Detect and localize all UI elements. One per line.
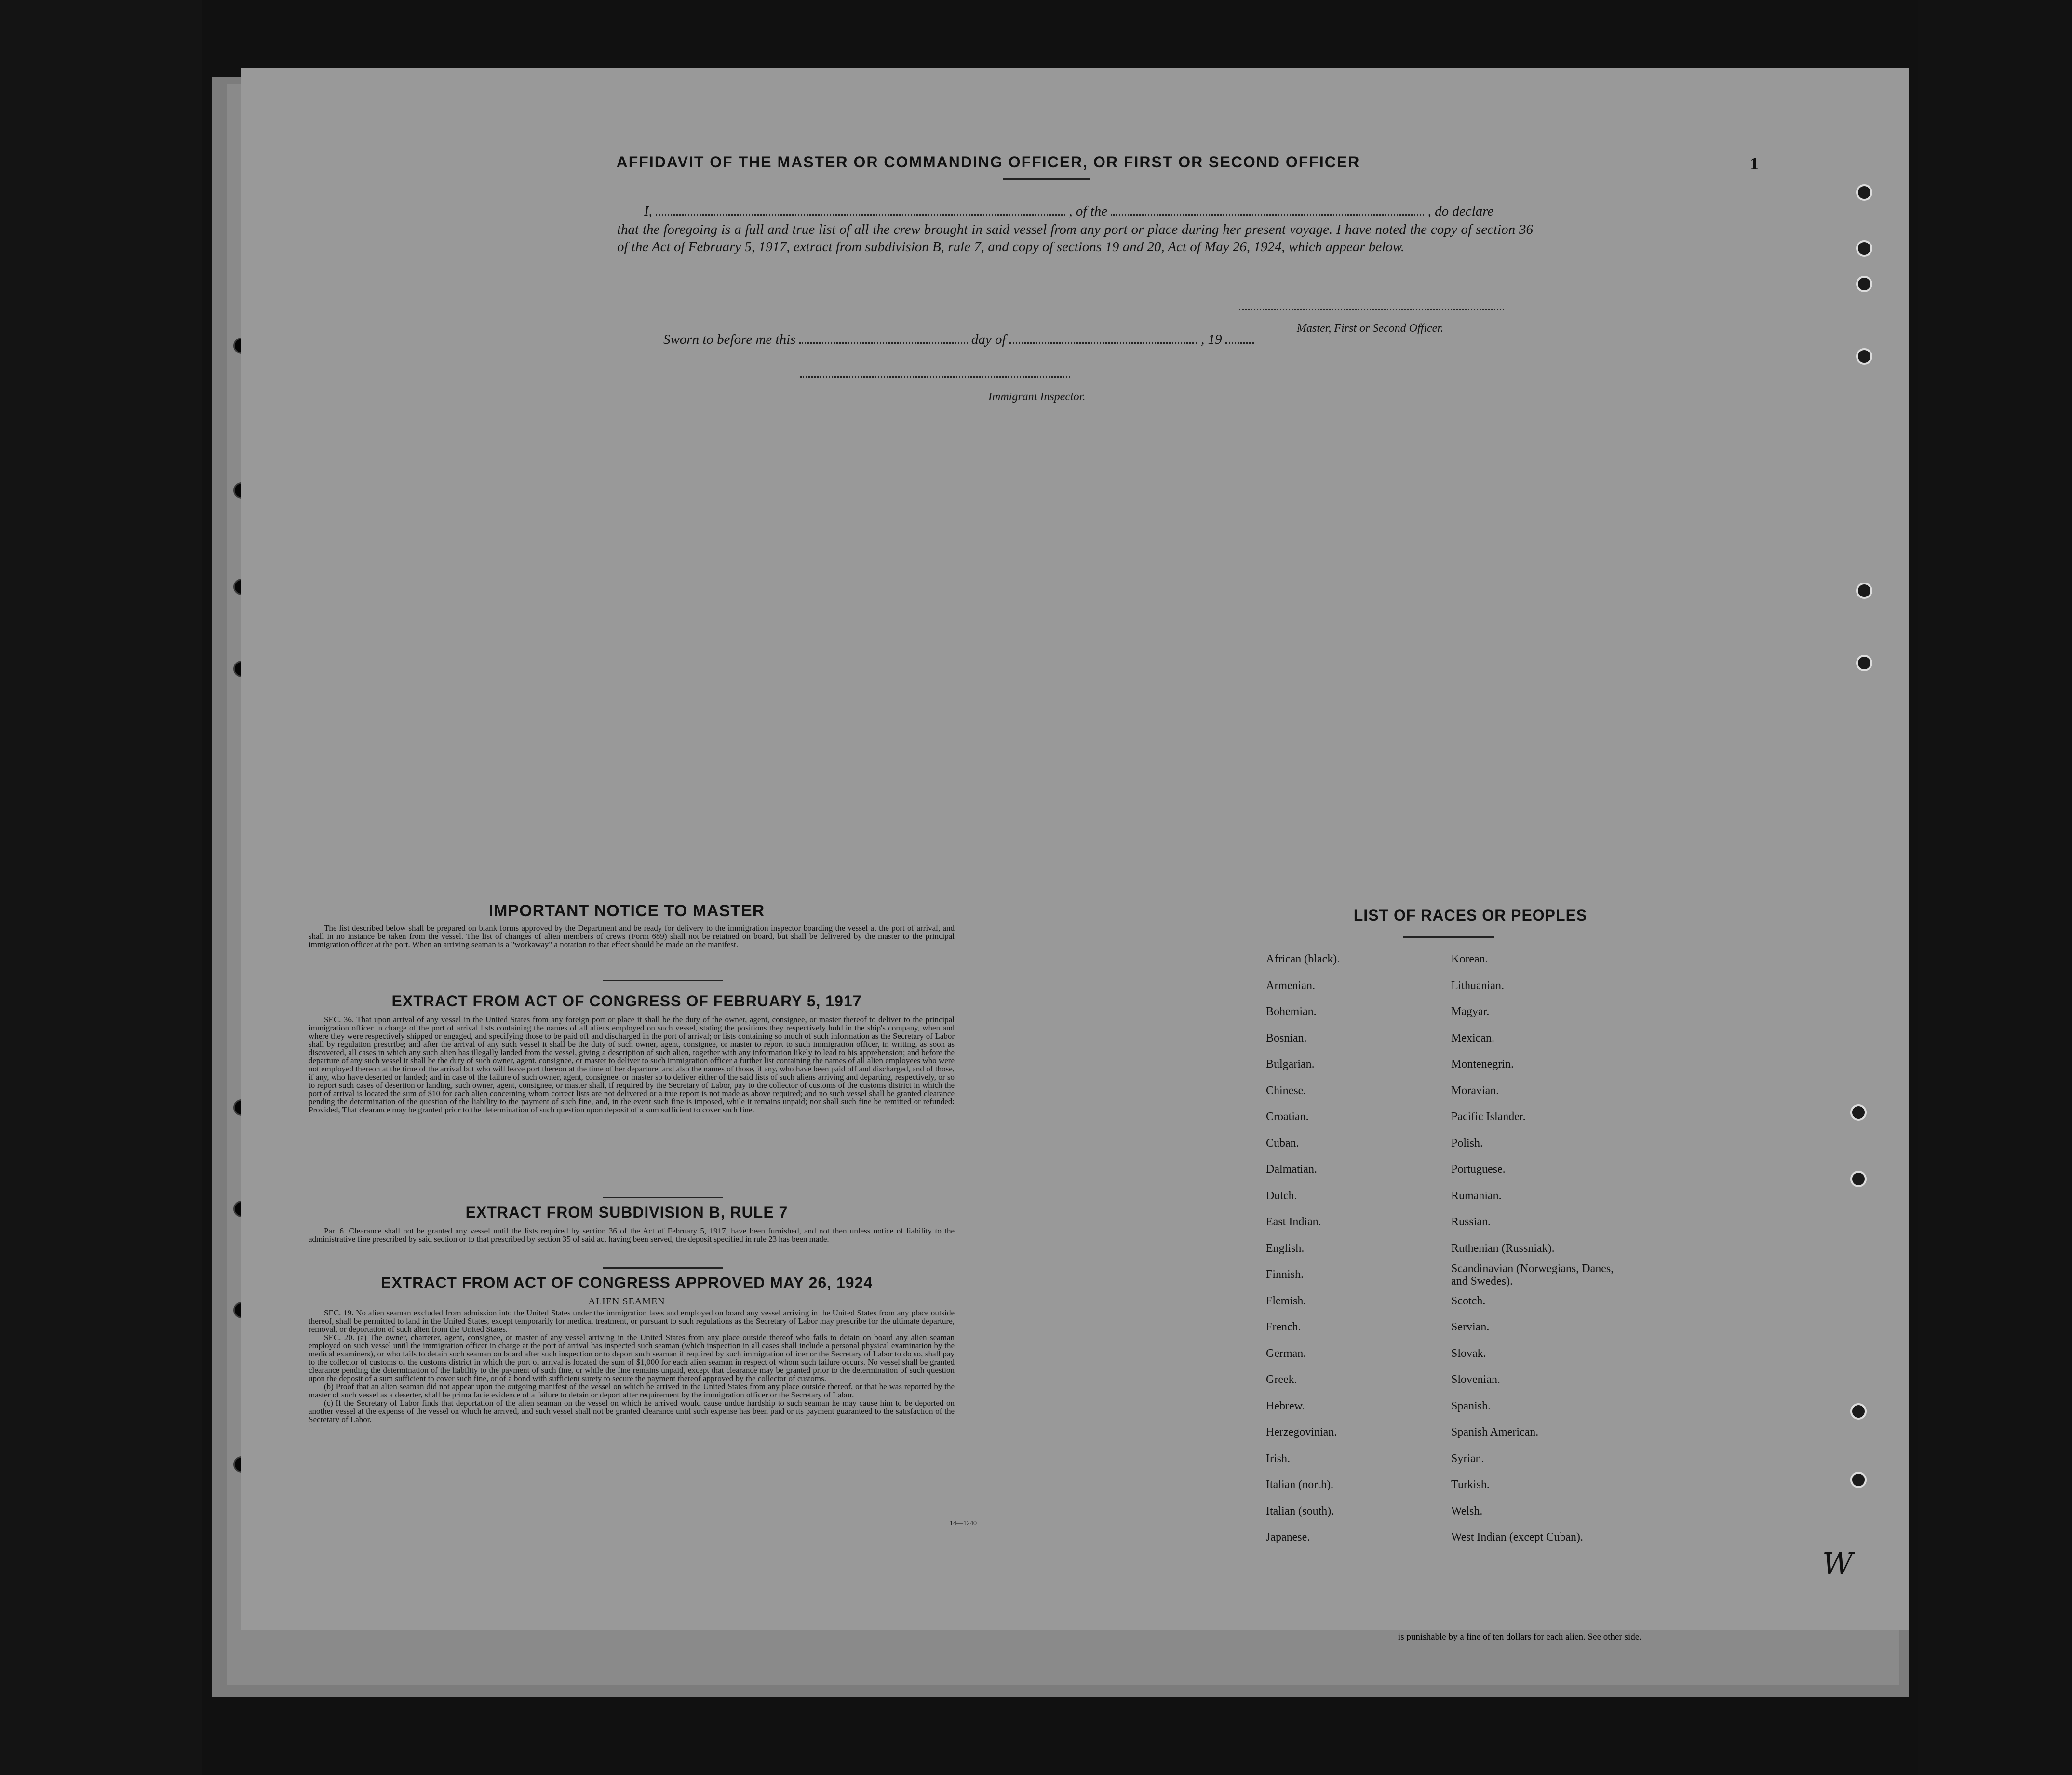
race-item: Flemish.: [1266, 1294, 1306, 1307]
race-item: Italian (south).: [1266, 1504, 1334, 1518]
margin-mark: 1: [1750, 154, 1759, 173]
extract-1917-text: [309, 1016, 955, 1114]
notice-text: [309, 924, 955, 948]
form-number: 14—1240: [950, 1520, 977, 1527]
sworn-month-blank: [1009, 342, 1197, 344]
punch-hole: [1850, 1104, 1867, 1121]
extract-1917-title: EXTRACT FROM ACT OF CONGRESS OF FEBRUARY 5, 1917: [391, 992, 862, 1010]
signature-label: Master, First or Second Officer.: [1297, 322, 1443, 335]
race-item: Bosnian.: [1266, 1031, 1307, 1044]
sec19-paragraph: SEC. 19. No alien seaman excluded from admission into the United States under the immigration laws and employed on board any vessel arriving in the United States from any place outside thereof, shall be permitted to land in the United States, except temporarily for medical treatment, or pursuant to such regulations as the Secretary of Labor may prescribe for the ultimate departure, removal, or deportation of such alien from the United States.: [309, 1308, 955, 1334]
extract-rule7-paragraph: Par. 6. Clearance shall not be granted any vessel until the lists required by section 36 of the Act of February 5, 1917, have been furnished, and not then unless notice of liability to the administrative fine prescribed by said section or to that prescribed by section 35 of said act having been served, the deposit specified in rule 23 has been made.: [309, 1226, 955, 1244]
inspector-label: Immigrant Inspector.: [988, 391, 1086, 403]
race-item: Spanish.: [1451, 1399, 1491, 1412]
race-item: West Indian (except Cuban).: [1451, 1531, 1583, 1544]
bottom-fine-text: is punishable by a fine of ten dollars for each alien. See other side.: [1398, 1632, 1641, 1642]
extract-1917-paragraph: SEC. 36. That upon arrival of any vessel in the United States from any foreign port or place it shall be the duty of the owner, agent, consignee, or master thereof to deliver to the principal immigration officer in charge of the port of arrival lists containing the names of all aliens employed on such vessel, stating the positions they respectively hold in the ship's company, when and where they were respectively shipped or engaged, and specifying those to be paid off and discharged in the port of arrival; or lists containing so much of such information as the Secretary of Labor shall by regulation prescribe; and after the arrival of any such vessel it shall be the duty of such owner, agent, consignee, or master to report to such immigration officer, in writing, as soon as discovered, all cases in which any such alien has illegally landed from the vessel, giving a description of such alien, together with any information likely to lead to his apprehension; and before the departure of any such vessel it shall be the duty of such owner, agent, consignee, or master to deliver to such immigration officer a further list containing the names of all alien employees who were not employed thereon at the time of the arrival but who will leave port thereon at the time of her departure, and also the names of those, if any, who have been paid off and discharged, and of those, if any, who have deserted or landed; and in case of the failure of such owner, agent, consignee, or master so to deliver either of the said lists of such aliens arriving and departing, respectively, or so to report such cases of desertion or landing, such owner, agent, consignee, or master shall, if required by the Secretary of Labor, pay to the collector of customs of the customs district in which the port of arrival is located the sum of $10 for each alien concerning whom correct lists are not delivered or a true report is not made as above required; and no such vessel shall be granted clearance pending the determination of the question of the liability to the payment of such fine, and, in the event such fine is imposed, while it remains unpaid; nor shall such fine be remitted or refunded: Provided, That clearance may be granted prior to the determination of such question upon deposit of a sum sufficient to cover such fine.: [309, 1015, 955, 1114]
race-item: Irish.: [1266, 1452, 1290, 1465]
extract-rule7-text: [309, 1227, 955, 1243]
race-item: Armenian.: [1266, 979, 1315, 992]
race-item: Dutch.: [1266, 1189, 1297, 1202]
document-page: [241, 68, 1909, 1630]
race-item: Scandinavian (Norwegians, Danes, and Swedes).: [1451, 1262, 1614, 1287]
punch-hole: [1856, 184, 1872, 201]
race-item: Finnish.: [1266, 1268, 1304, 1281]
affidavit-i-label: I,: [644, 203, 652, 219]
race-item: Cuban.: [1266, 1137, 1299, 1150]
punch-hole: [1856, 276, 1872, 292]
race-item: Rumanian.: [1451, 1189, 1502, 1202]
race-item: Russian.: [1451, 1216, 1491, 1228]
affidavit-title: AFFIDAVIT OF THE MASTER OR COMMANDING OFFICER, OR FIRST OR SECOND OFFICER: [616, 153, 1360, 171]
race-item: Syrian.: [1451, 1452, 1484, 1465]
race-item: Montenegrin.: [1451, 1058, 1514, 1070]
race-item: German.: [1266, 1347, 1306, 1360]
race-item: Hebrew.: [1266, 1399, 1305, 1412]
affidavit-body: that the foregoing is a full and true list of all the crew brought in said vessel from any port or place during her present voyage. I have noted the copy of section 36 of the Act of February 5, 1917, extract from subdivision B, rule 7, and copy of sections 19 and 20, Act of May 26, 1924, which appear below.: [617, 222, 1533, 255]
sworn-label: Sworn to before me this: [663, 332, 796, 347]
races-title: LIST OF RACES OR PEOPLES: [1353, 907, 1588, 924]
sec20b-paragraph: (b) Proof that an alien seaman did not appear upon the outgoing manifest of the vessel on which he arrived in the United States from any place outside thereof, or that he was reported by the master of such vessel as a deserter, shall be prima facie evidence of a failure to detain or deport after requirement by the immigration officer or the Secretary of Labor.: [309, 1382, 955, 1399]
sworn-year-blank: [1225, 342, 1254, 344]
affidavit-declare-label: , do declare: [1427, 203, 1494, 219]
race-item: Turkish.: [1451, 1478, 1490, 1491]
race-item: Servian.: [1451, 1321, 1490, 1333]
alien-seamen-subtitle: ALIEN SEAMEN: [588, 1296, 665, 1307]
section-rule: [603, 1267, 723, 1269]
race-item: Mexican.: [1451, 1031, 1494, 1044]
race-item: Dalmatian.: [1266, 1163, 1317, 1176]
punch-hole: [1850, 1403, 1867, 1420]
punch-hole: [1856, 583, 1872, 599]
race-item: African (black).: [1266, 953, 1340, 965]
handwritten-mark: W: [1822, 1546, 1853, 1581]
sworn-line: [663, 332, 1254, 348]
race-item: Bohemian.: [1266, 1005, 1317, 1018]
section-rule: [603, 980, 723, 981]
race-item: Bulgarian.: [1266, 1058, 1315, 1070]
scan-border-left: [0, 0, 202, 1775]
race-item: Ruthenian (Russniak).: [1451, 1242, 1555, 1255]
race-item: Portuguese.: [1451, 1163, 1506, 1176]
race-item: Croatian.: [1266, 1111, 1309, 1123]
signature-line: [1239, 309, 1504, 310]
race-item: Slovak.: [1451, 1347, 1486, 1360]
race-item: Lithuanian.: [1451, 979, 1504, 992]
punch-hole: [1856, 655, 1872, 671]
race-item: Polish.: [1451, 1137, 1483, 1150]
punch-hole: [1850, 1472, 1867, 1488]
sec20a-paragraph: SEC. 20. (a) The owner, charterer, agent, consignee, or master of any vessel arriving in the United States from any place outside thereof who fails to detain on board any alien seaman employed on such vessel until the immigration officer in charge at the port of arrival has inspected such seaman (which inspection in all cases shall include a personal physical examination by the medical examiners), or who fails to detain such seaman on board after such inspection or to deport such seaman if required by such immigration officer or the Secretary of Labor to do so, shall pay to the collector of customs of the customs district in which the port of arrival is located the sum of $1,000 for each alien seaman in respect of whom such failure occurs. No vessel shall be granted clearance pending the determination of the liability to the payment of such fine, or while the fine remains unpaid, except that clearance may be granted prior to the determination of such question upon the deposit of a sum sufficient to cover such fine, or of a bond with sufficient surety to secure the payment thereof approved by the collector of customs.: [309, 1333, 955, 1383]
affidavit-of-the-label: , of the: [1069, 203, 1108, 219]
title-rule: [1003, 178, 1090, 180]
race-item: Korean.: [1451, 953, 1488, 965]
day-of-label: day of: [971, 332, 1006, 347]
vessel-blank: [1111, 214, 1424, 216]
race-item: Greek.: [1266, 1373, 1297, 1386]
race-item: English.: [1266, 1242, 1305, 1255]
inspector-signature-line: [800, 376, 1070, 378]
race-item: Scotch.: [1451, 1294, 1486, 1307]
sec20c-paragraph: (c) If the Secretary of Labor finds that deportation of the alien seaman on the vessel on which he arrived would cause undue hardship to such seaman he may cause him to be deported on another vessel at the expense of the vessel on which he arrived, and such vessel shall not be granted clearance until such expense has been paid or its payment guaranteed to the satisfaction of the Secretary of Labor.: [309, 1398, 955, 1424]
race-item: Herzegovinian.: [1266, 1426, 1337, 1438]
punch-hole: [1856, 348, 1872, 365]
punch-hole: [1856, 240, 1872, 257]
scan-border-right: [1918, 0, 2072, 1775]
notice-title: IMPORTANT NOTICE TO MASTER: [488, 902, 765, 920]
extract-rule7-title: EXTRACT FROM SUBDIVISION B, RULE 7: [465, 1204, 788, 1221]
race-item: Spanish American.: [1451, 1426, 1539, 1438]
race-item: Moravian.: [1451, 1084, 1499, 1097]
races-rule: [1403, 936, 1494, 938]
race-item: French.: [1266, 1321, 1301, 1333]
race-item: Japanese.: [1266, 1531, 1310, 1544]
sworn-day-blank: [799, 342, 968, 344]
race-item: Slovenian.: [1451, 1373, 1500, 1386]
race-item: East Indian.: [1266, 1216, 1321, 1228]
extract-1924-text: [309, 1309, 955, 1423]
race-item: Welsh.: [1451, 1504, 1483, 1518]
race-item: Pacific Islander.: [1451, 1111, 1526, 1123]
year-label: , 19: [1201, 332, 1222, 347]
race-item: Chinese.: [1266, 1084, 1306, 1097]
extract-1924-title: EXTRACT FROM ACT OF CONGRESS APPROVED MAY 26, 1924: [380, 1274, 873, 1291]
race-item: Italian (north).: [1266, 1478, 1333, 1491]
section-rule: [603, 1197, 723, 1198]
affidavit-declaration-line: [644, 203, 1782, 219]
notice-paragraph: The list described below shall be prepared on blank forms approved by the Department and be ready for delivery to the immigration inspector boarding the vessel at the port of arrival, and shall in no instance be taken from the vessel. The list of changes of alien members of crews (Form 689) shall not be retained on board, but shall be delivered by the master to the principal immigration officer at the port. When an arriving seaman is a "workaway" a notation to that effect should be made on the manifest.: [309, 923, 955, 949]
race-item: Magyar.: [1451, 1005, 1490, 1018]
name-blank: [656, 214, 1065, 216]
punch-hole: [1850, 1171, 1867, 1187]
